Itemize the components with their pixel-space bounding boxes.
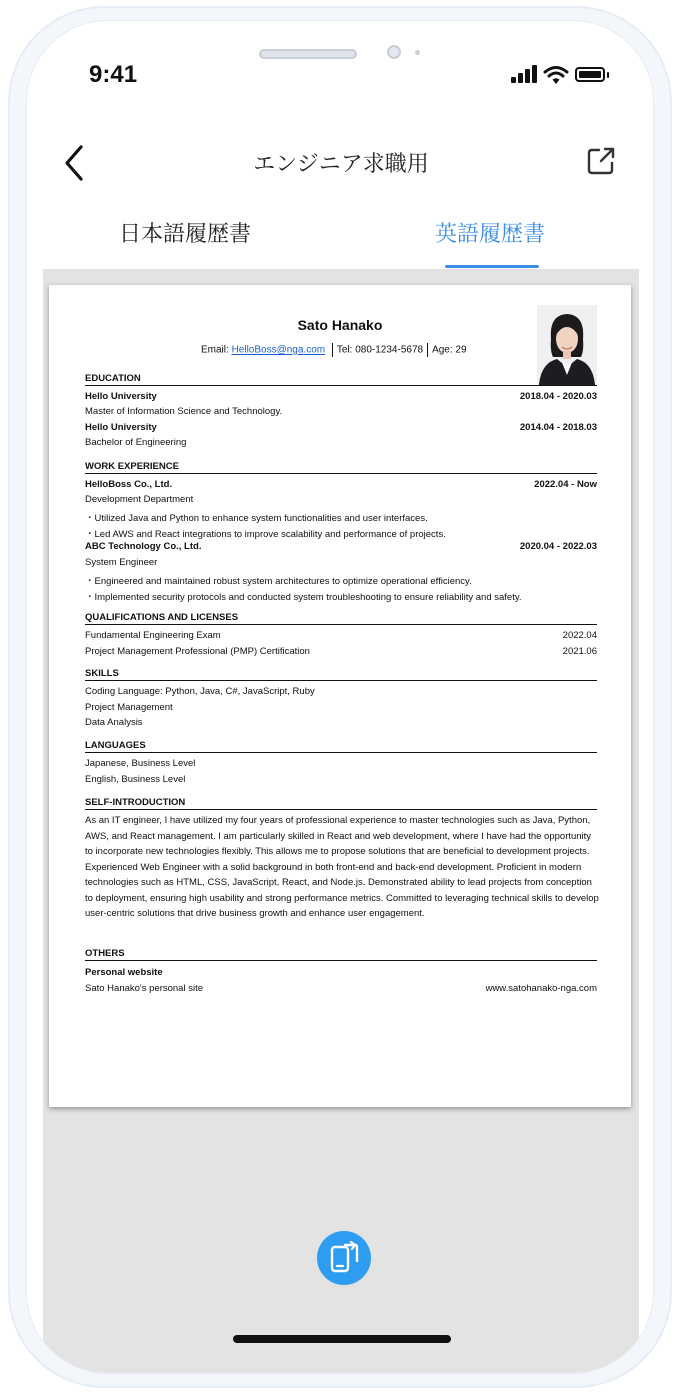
divider [332, 343, 333, 357]
period: 2020.04 - 2022.03 [519, 541, 597, 552]
qualification-item [85, 646, 597, 657]
qualification-name: Fundamental Engineering Exam [85, 630, 221, 641]
home-indicator[interactable] [233, 1335, 451, 1343]
section-languages-heading: LANGUAGES [85, 740, 597, 753]
section-qualifications-heading: QUALIFICATIONS AND LICENSES [85, 612, 597, 625]
resume-contact [201, 343, 467, 357]
website-item [85, 983, 597, 994]
work-item [85, 541, 597, 552]
company: ABC Technology Co., Ltd. [85, 541, 202, 552]
work-item [85, 479, 597, 490]
language-item: Japanese, Business Level [85, 758, 196, 769]
resume-name: Sato Hanako [297, 317, 383, 333]
section-others-heading: OTHERS [85, 948, 597, 961]
skill-item: Project Management [85, 702, 173, 713]
resume-document [49, 285, 631, 1107]
age: Age: 29 [432, 344, 467, 356]
qualification-date: 2022.04 [562, 630, 597, 641]
section-work-heading: WORK EXPERIENCE [85, 461, 597, 474]
phone-screen [26, 20, 654, 1374]
period: 2014.04 - 2018.03 [519, 422, 597, 433]
skill-item: Coding Language: Python, Java, C#, JavaScript, Ruby [85, 686, 315, 697]
status-time: 9:41 [89, 61, 138, 88]
qualification-name: Project Management Professional (PMP) Certification [85, 646, 310, 657]
education-detail: Master of Information Science and Technology. [85, 406, 283, 417]
speaker-grille [259, 49, 357, 59]
self-intro-p1: As an IT engineer, I have utilized my four years of professional experience to master technologies such as Java, Python, AWS, and React management. I am particularly skilled in React and web development, where I have had the opportunity to incorporate new technologies flexibly. This allows me to propose solutions that are beneficial to development projects. [85, 815, 592, 857]
period: 2022.04 - Now [534, 479, 597, 490]
company: HelloBoss Co., Ltd. [85, 479, 173, 490]
camera-dot [387, 45, 401, 59]
tab-japanese-resume[interactable]: 日本語履歴書 [119, 222, 252, 247]
section-education-heading: EDUCATION [85, 373, 597, 386]
work-bullet: ・Led AWS and React integrations to improve scalability and performance of projects. [85, 529, 446, 540]
work-bullet: ・Utilized Java and Python to enhance system functionalities and user interfaces. [85, 513, 428, 524]
divider [427, 343, 428, 357]
work-role: Development Department [85, 494, 194, 505]
language-item: English, Business Level [85, 774, 186, 785]
signal-icon [511, 65, 537, 83]
wifi-icon [543, 65, 569, 85]
email-link[interactable]: HelloBoss@nga.com [231, 344, 326, 356]
email-label: Email: [201, 344, 229, 356]
qualification-item [85, 630, 597, 641]
work-role: System Engineer [85, 557, 158, 568]
skill-item: Data Analysis [85, 717, 143, 728]
self-intro-p2: Experienced Web Engineer with a solid background in both front-end and back-end development. Proficient in modern technologies such as HTML, CSS, JavaScript, React, and Node.js. Demonstrated ability to lead projects from conception to deployment, ensuring high usability and strong performance metrics. Committed to leveraging technical skills to develop user-centric solutions that drive business growth and enhance user engagement. [85, 861, 599, 919]
section-self-intro-heading: SELF-INTRODUCTION [85, 797, 597, 810]
active-tab-indicator [445, 265, 539, 268]
share-icon [585, 145, 617, 177]
website-label: Personal website [85, 967, 163, 978]
device-switch-icon [317, 1231, 371, 1285]
share-button[interactable] [585, 145, 617, 177]
website-description: Sato Hanako's personal site [85, 983, 203, 994]
section-skills-heading: SKILLS [85, 668, 597, 681]
education-detail: Bachelor of Engineering [85, 437, 187, 448]
page-title: エンジニア求職用 [253, 152, 429, 177]
resume-tabs [27, 217, 654, 269]
switch-view-button[interactable] [317, 1231, 371, 1285]
tab-english-resume[interactable]: 英語履歴書 [435, 222, 546, 247]
website-url[interactable]: www.satohanako-nga.com [485, 983, 597, 994]
tel: Tel: 080-1234-5678 [336, 344, 424, 356]
qualification-date: 2021.06 [562, 646, 597, 657]
period: 2018.04 - 2020.03 [519, 391, 597, 402]
work-bullet: ・Implemented security protocols and conducted system troubleshooting to ensure reliability and safety. [85, 592, 522, 603]
education-item [85, 422, 597, 433]
sensor-dot [415, 50, 420, 55]
school: Hello University [85, 391, 157, 402]
school: Hello University [85, 422, 157, 433]
education-item [85, 391, 597, 402]
work-bullet: ・Engineered and maintained robust system architectures to optimize operational efficiency. [85, 576, 472, 587]
self-intro-paragraph [85, 813, 599, 922]
